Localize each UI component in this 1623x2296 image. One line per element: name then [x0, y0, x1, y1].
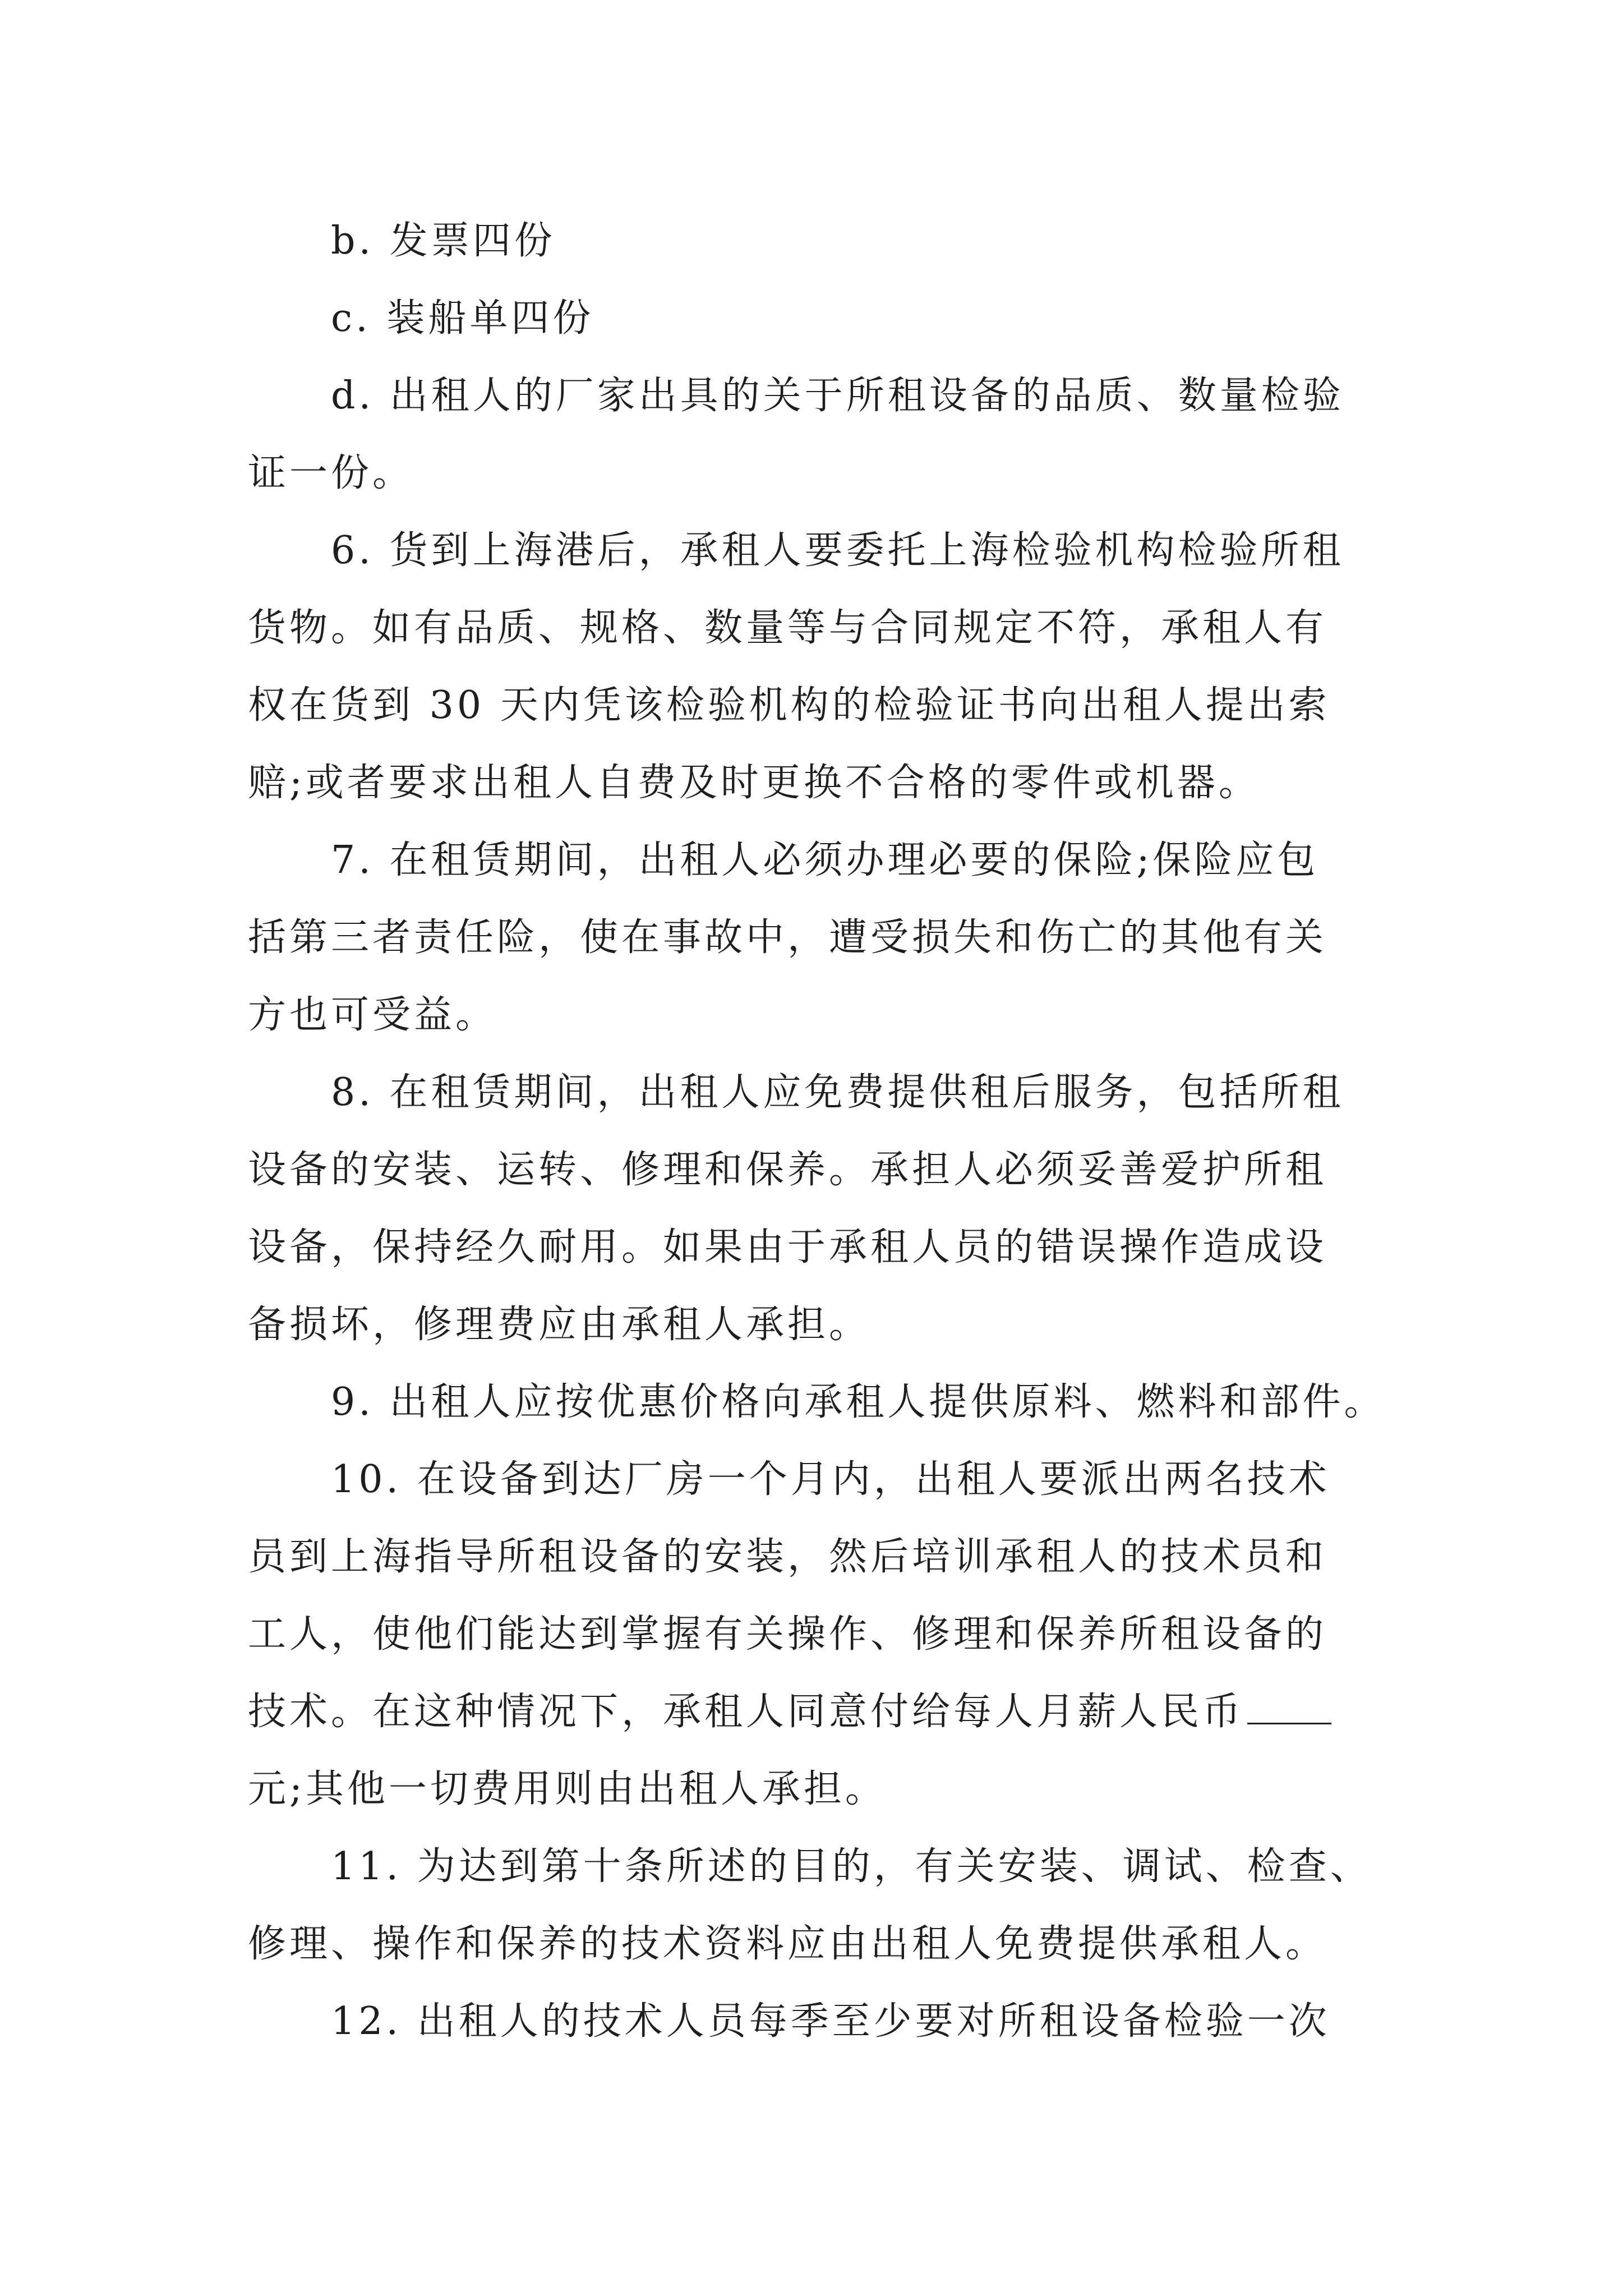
- text-line: 证一份。: [248, 451, 414, 495]
- text-line: 12. 出租人的技术人员每季至少要对所租设备检验一次: [331, 1999, 1330, 2044]
- text-line: 设备，保持经久耐用。如果由于承租人员的错误操作造成设: [248, 1225, 1327, 1269]
- text-line: 修理、操作和保养的技术资料应由出租人免费提供承租人。: [248, 1922, 1327, 1966]
- text-line: 11. 为达到第十条所述的目的，有关安装、调试、检查、: [331, 1844, 1372, 1889]
- text-line: 9. 出租人应按优惠价格向承租人提供原料、燃料和部件。: [331, 1380, 1386, 1424]
- text-line: b. 发票四份: [331, 219, 556, 263]
- fill-in-blank: [1247, 1700, 1331, 1724]
- text-line: 10. 在设备到达厂房一个月内，出租人要派出两名技术: [331, 1457, 1330, 1502]
- text-line: 设备的安装、运转、修理和保养。承担人必须妥善爱护所租: [248, 1148, 1327, 1192]
- text-line: d. 出租人的厂家出具的关于所租设备的品质、数量检验: [331, 374, 1344, 418]
- text-line: 7. 在租赁期间，出租人必须办理必要的保险;保险应包: [331, 838, 1319, 882]
- text-line: 货物。如有品质、规格、数量等与合同规定不符，承租人有: [248, 606, 1327, 650]
- text-line-with-blank: [248, 1684, 1392, 1740]
- text-line: 元;其他一切费用则由出租人承担。: [248, 1767, 887, 1811]
- text-line: 6. 货到上海港后，承租人要委托上海检验机构检验所租: [331, 528, 1344, 573]
- text-line: 赔;或者要求出租人自费及时更换不合格的零件或机器。: [248, 761, 1260, 805]
- text-line: 方也可受益。: [248, 993, 497, 1037]
- text-line: 备损坏，修理费应由承租人承担。: [248, 1303, 871, 1347]
- text-line: 权在货到 30 天内凭该检验机构的检验证书向出租人提出索: [248, 683, 1330, 728]
- text-line: 工人，使他们能达到掌握有关操作、修理和保养所租设备的: [248, 1612, 1327, 1657]
- text-line: 8. 在租赁期间，出租人应免费提供租后服务，包括所租: [331, 1070, 1344, 1115]
- text-line: 员到上海指导所租设备的安装，然后培训承租人的技术员和: [248, 1535, 1327, 1579]
- text-line: 括第三者责任险，使在事故中，遭受损失和伤亡的其他有关: [248, 915, 1327, 960]
- text-segment: 技术。在这种情况下，承租人同意付给每人月薪人民币: [248, 1690, 1244, 1734]
- text-line: c. 装船单四份: [331, 296, 594, 341]
